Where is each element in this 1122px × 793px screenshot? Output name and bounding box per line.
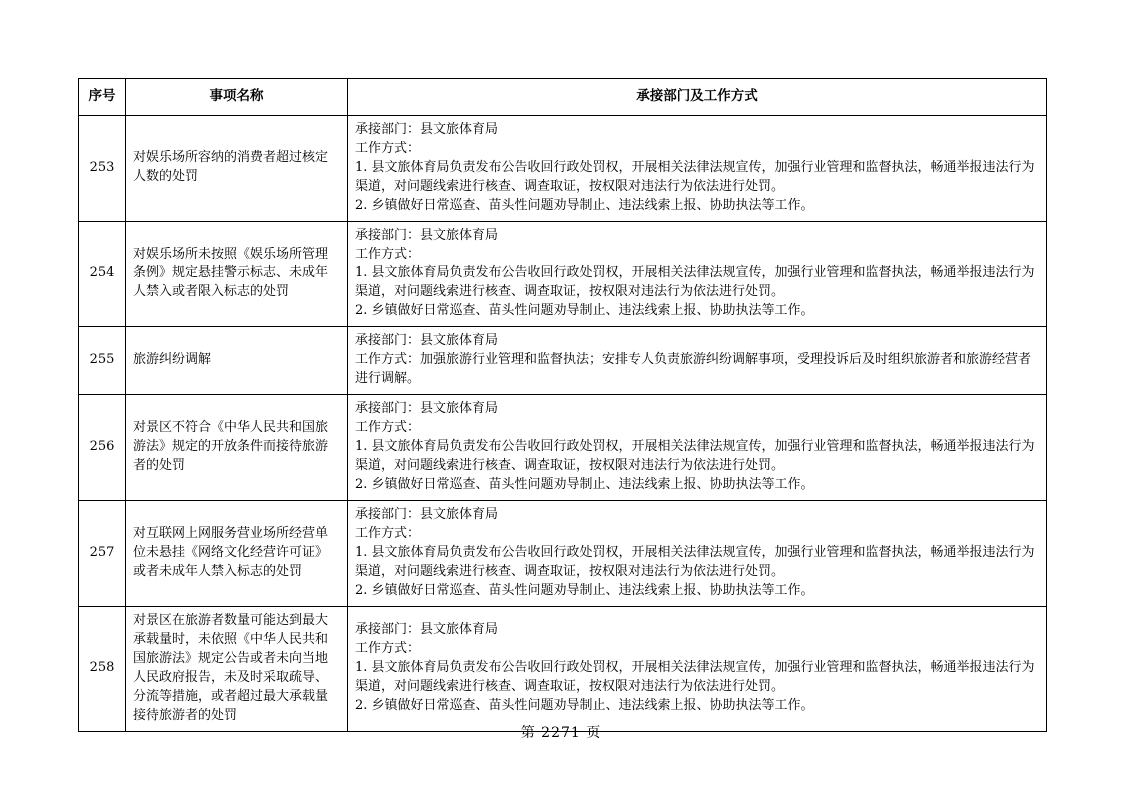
detail-line: 工作方式： [355, 526, 421, 542]
detail-line: 1. 县文旅体育局负责发布公告收回行政处罚权，开展相关法律法规宣传，加强行业管理和监督执法，畅通举报违法行为渠道，对问题线索进行核查、调查取证，按权限对违法行为依法进行处罚。 [355, 439, 1035, 474]
table-row [79, 115, 1047, 221]
detail-line: 1. 县文旅体育局负责发布公告收回行政处罚权，开展相关法律法规宣传，加强行业管理和监督执法，畅通举报违法行为渠道，对问题线索进行核查、调查取证，按权限对违法行为依法进行处罚。 [355, 265, 1035, 300]
row-serial-number: 256 [79, 395, 126, 501]
row-item-name: 对景区不符合《中华人民共和国旅游法》规定的开放条件而接待旅游者的处罚 [126, 395, 348, 501]
row-item-name: 旅游纠纷调解 [126, 327, 348, 395]
detail-line: 2. 乡镇做好日常巡查、苗头性问题劝导制止、违法线索上报、协助执法等工作。 [355, 583, 814, 599]
detail-line: 承接部门：县文旅体育局 [355, 622, 499, 638]
row-department-method [348, 221, 1047, 327]
row-department-method [348, 115, 1047, 221]
header-serial-number: 序号 [79, 79, 126, 116]
row-item-name: 对娱乐场所容纳的消费者超过核定人数的处罚 [126, 115, 348, 221]
table-header-row [79, 79, 1047, 116]
detail-line: 1. 县文旅体育局负责发布公告收回行政处罚权，开展相关法律法规宣传，加强行业管理和监督执法，畅通举报违法行为渠道，对问题线索进行核查、调查取证，按权限对违法行为依法进行处罚。 [355, 159, 1035, 194]
row-serial-number: 255 [79, 327, 126, 395]
header-item-name: 事项名称 [126, 79, 348, 116]
row-department-method [348, 327, 1047, 395]
row-department-method [348, 395, 1047, 501]
page-number: 第 2271 页 [520, 725, 602, 741]
detail-line: 承接部门：县文旅体育局 [355, 227, 499, 243]
row-item-name: 对景区在旅游者数量可能达到最大承载量时，未依照《中华人民共和国旅游法》规定公告或者未向当地人民政府报告，未及时采取疏导、分流等措施，或者超过最大承载量接待旅游者的处罚 [126, 606, 348, 731]
row-department-method [348, 501, 1047, 607]
row-serial-number: 254 [79, 221, 126, 327]
row-item-name: 对互联网上网服务营业场所经营单位未悬挂《网络文化经营许可证》或者未成年人禁入标志的处罚 [126, 501, 348, 607]
row-serial-number: 257 [79, 501, 126, 607]
detail-line: 1. 县文旅体育局负责发布公告收回行政处罚权，开展相关法律法规宣传，加强行业管理和监督执法，畅通举报违法行为渠道，对问题线索进行核查、调查取证，按权限对违法行为依法进行处罚。 [355, 660, 1035, 695]
detail-line: 2. 乡镇做好日常巡查、苗头性问题劝导制止、违法线索上报、协助执法等工作。 [355, 698, 814, 714]
detail-line: 承接部门：县文旅体育局 [355, 121, 499, 137]
detail-line: 工作方式： [355, 246, 421, 262]
table-row [79, 221, 1047, 327]
items-table [78, 78, 1047, 732]
detail-line: 工作方式： [355, 641, 421, 657]
row-serial-number: 253 [79, 115, 126, 221]
row-item-name: 对娱乐场所未按照《娱乐场所管理条例》规定悬挂警示标志、未成年人禁入或者限入标志的处罚 [126, 221, 348, 327]
detail-line: 2. 乡镇做好日常巡查、苗头性问题劝导制止、违法线索上报、协助执法等工作。 [355, 303, 814, 319]
header-department-method: 承接部门及工作方式 [348, 79, 1047, 116]
detail-line: 承接部门：县文旅体育局 [355, 333, 499, 349]
detail-line: 工作方式：加强旅游行业管理和监督执法；安排专人负责旅游纠纷调解事项，受理投诉后及时组织旅游者和旅游经营者进行调解。 [355, 352, 1032, 387]
detail-line: 2. 乡镇做好日常巡查、苗头性问题劝导制止、违法线索上报、协助执法等工作。 [355, 477, 814, 493]
detail-line: 承接部门：县文旅体育局 [355, 507, 499, 523]
table-row [79, 606, 1047, 731]
detail-line: 工作方式： [355, 140, 421, 156]
detail-line: 1. 县文旅体育局负责发布公告收回行政处罚权，开展相关法律法规宣传，加强行业管理和监督执法，畅通举报违法行为渠道，对问题线索进行核查、调查取证，按权限对违法行为依法进行处罚。 [355, 545, 1035, 580]
detail-line: 承接部门：县文旅体育局 [355, 401, 499, 417]
table-row [79, 501, 1047, 607]
detail-line: 工作方式： [355, 420, 421, 436]
row-department-method [348, 606, 1047, 731]
table-row [79, 395, 1047, 501]
table-row [79, 327, 1047, 395]
row-serial-number: 258 [79, 606, 126, 731]
detail-line: 2. 乡镇做好日常巡查、苗头性问题劝导制止、违法线索上报、协助执法等工作。 [355, 197, 814, 213]
